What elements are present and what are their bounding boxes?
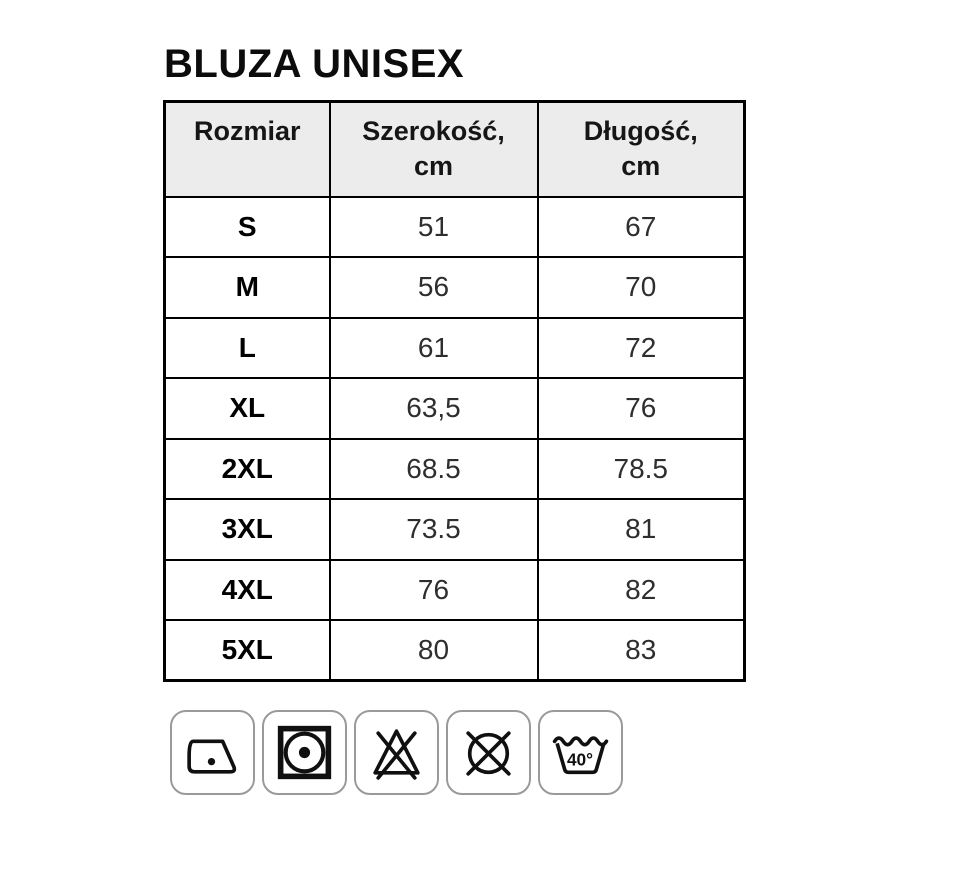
width-cell: 68.5 bbox=[330, 439, 538, 500]
header-row bbox=[165, 102, 745, 197]
width-cell: 80 bbox=[330, 620, 538, 681]
table-row bbox=[165, 499, 745, 560]
size-cell: XL bbox=[165, 378, 330, 439]
table-row bbox=[165, 257, 745, 318]
col-header-label: Szerokość, bbox=[362, 116, 505, 147]
length-cell: 70 bbox=[538, 257, 745, 318]
do-not-bleach-icon bbox=[354, 710, 439, 795]
width-cell: 61 bbox=[330, 318, 538, 379]
size-cell: L bbox=[165, 318, 330, 379]
length-cell: 82 bbox=[538, 560, 745, 621]
width-cell: 63,5 bbox=[330, 378, 538, 439]
size-cell: M bbox=[165, 257, 330, 318]
width-cell: 56 bbox=[330, 257, 538, 318]
iron-one-dot-icon bbox=[170, 710, 255, 795]
wash-40-icon bbox=[538, 710, 623, 795]
col-header-dlugosc bbox=[538, 102, 745, 197]
table-row bbox=[165, 197, 745, 258]
length-cell: 76 bbox=[538, 378, 745, 439]
col-header-label: Rozmiar bbox=[193, 116, 301, 147]
table-row bbox=[165, 620, 745, 681]
size-cell: 2XL bbox=[165, 439, 330, 500]
size-cell: 5XL bbox=[165, 620, 330, 681]
tumble-dry-one-dot-icon bbox=[262, 710, 347, 795]
table-row bbox=[165, 560, 745, 621]
length-cell: 72 bbox=[538, 318, 745, 379]
page-title: BLUZA UNISEX bbox=[164, 42, 465, 86]
length-cell: 67 bbox=[538, 197, 745, 258]
care-symbols-row bbox=[170, 710, 623, 795]
size-cell: 3XL bbox=[165, 499, 330, 560]
col-header-unit: cm bbox=[621, 151, 661, 182]
width-cell: 73.5 bbox=[330, 499, 538, 560]
size-table bbox=[163, 100, 746, 682]
length-cell: 81 bbox=[538, 499, 745, 560]
width-cell: 76 bbox=[330, 560, 538, 621]
col-header-label: Długość, bbox=[583, 116, 698, 147]
table-row bbox=[165, 318, 745, 379]
wash-temp-label: 40° bbox=[566, 749, 594, 770]
length-cell: 78.5 bbox=[538, 439, 745, 500]
size-cell: 4XL bbox=[165, 560, 330, 621]
width-cell: 51 bbox=[330, 197, 538, 258]
do-not-dry-clean-icon bbox=[446, 710, 531, 795]
col-header-szerokosc bbox=[330, 102, 538, 197]
col-header-unit: cm bbox=[413, 151, 454, 182]
length-cell: 83 bbox=[538, 620, 745, 681]
table-row bbox=[165, 378, 745, 439]
col-header-rozmiar bbox=[165, 102, 330, 197]
size-cell: S bbox=[165, 197, 330, 258]
table-row bbox=[165, 439, 745, 500]
